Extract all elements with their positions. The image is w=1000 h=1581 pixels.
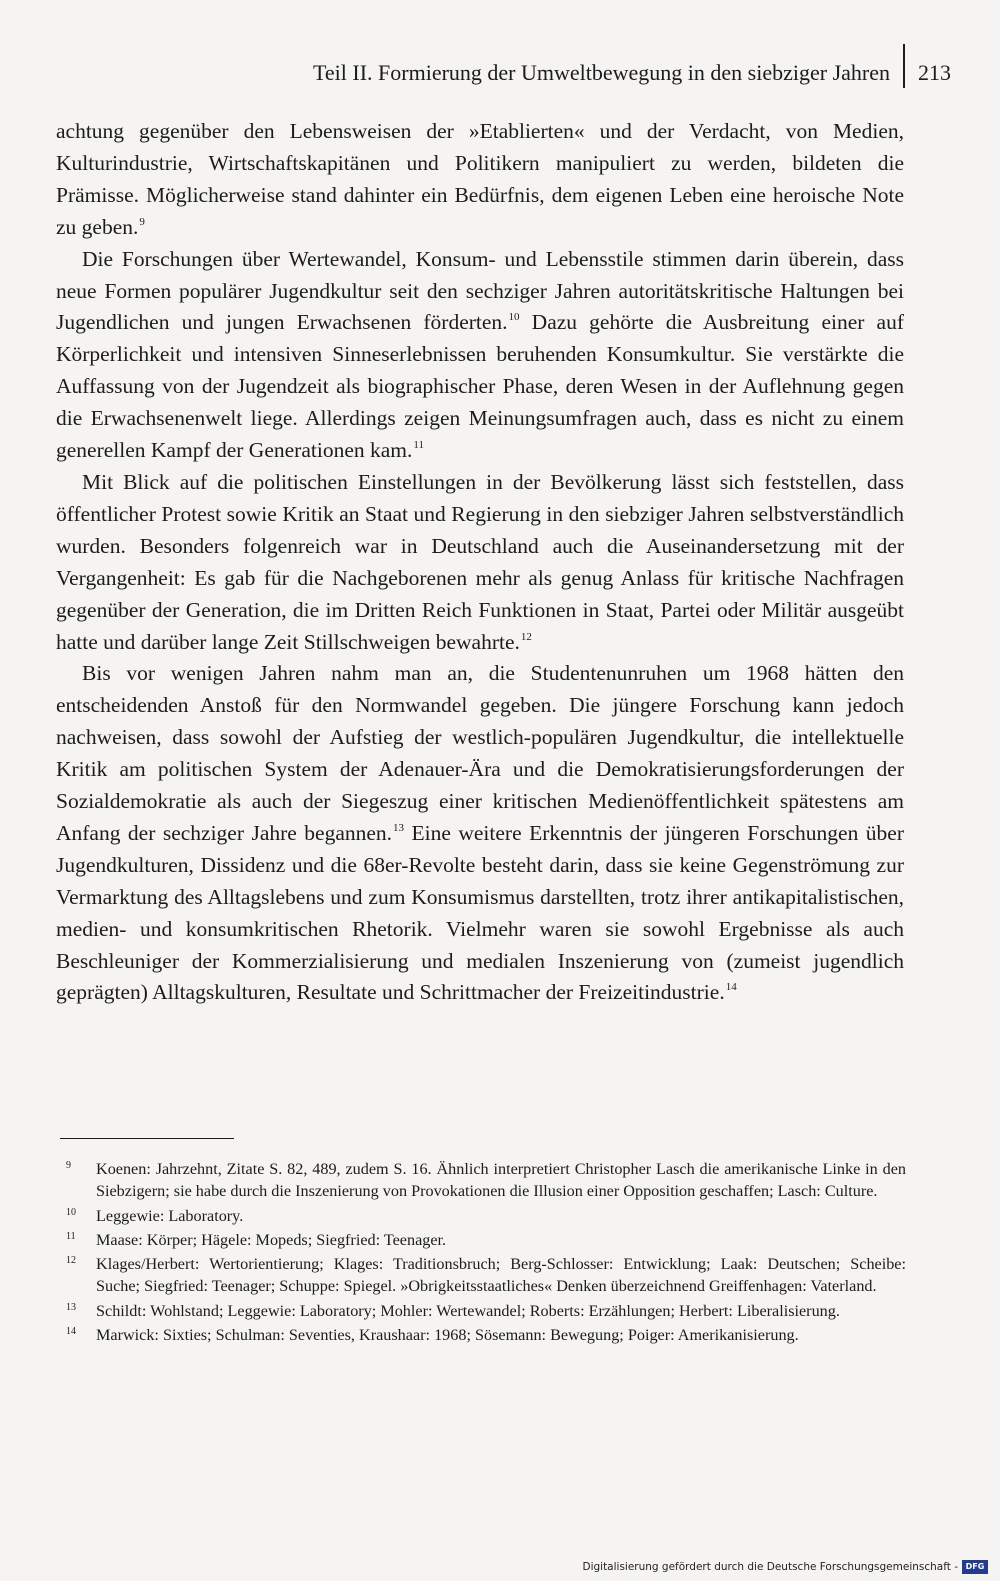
footnote-text: Koenen: Jahrzehnt, Zitate S. 82, 489, zudem S. 16. Ähnlich interpretiert Christopher Lasch die amerikanische Linke in den Siebzigern; sie habe durch die Inszenierung von Provokationen die Illusion einer Opposition geschaffen; Lasch: Culture. xyxy=(96,1160,906,1201)
paragraph-text: Eine weitere Erkenntnis der jüngeren Forschungen über Jugendkulturen, Dissidenz und die 68er-Revolte besteht darin, dass sie keine Gegenströmung zur Vermarktung des Alltagslebens und zum Konsumismus darstellten, trotz ihrer antikapitalistischen, medien- und konsumkritischen Rhetorik. Vielmehr waren sie sowohl Ergebnisse als auch Beschleuniger der Kommerzialisierung und medialen Inszenierung von (zumeist jugendlich geprägten) Alltagskulturen, Resultate und Schrittmacher der Freizeitindustrie. xyxy=(56,820,904,1005)
footnote-text: Maase: Körper; Hägele: Mopeds; Siegfried: Teenager. xyxy=(96,1230,447,1249)
header-divider xyxy=(903,44,905,88)
footnote-ref-11[interactable]: 11 xyxy=(413,439,424,452)
digitization-credit xyxy=(582,1559,988,1575)
page-number: 213 xyxy=(918,60,951,85)
footnote-9 xyxy=(60,1158,906,1203)
footnote-text: Leggewie: Laboratory. xyxy=(96,1206,244,1225)
footnote-ref-12[interactable]: 12 xyxy=(520,630,532,643)
paragraph-text: achtung gegenüber den Lebensweisen der »Etablierten« und der Verdacht, von Medien, Kulturindustrie, Wirtschaftskapitänen und Politikern manipuliert zu werden, bildeten die Prämisse. Möglicherweise stand dahinter ein Bedürfnis, dem eigenen Leben eine heroische Note zu geben. xyxy=(56,119,904,239)
paragraph-1 xyxy=(56,116,904,244)
footnote-text: Marwick: Sixties; Schulman: Seventies, Kraushaar: 1968; Sösemann: Bewegung; Poiger: Amerikanisierung. xyxy=(96,1326,799,1345)
footnote-number: 12 xyxy=(66,1255,76,1267)
footnote-ref-10[interactable]: 10 xyxy=(508,311,520,324)
footnote-number: 11 xyxy=(66,1230,76,1242)
main-text xyxy=(56,116,904,1009)
footnote-11 xyxy=(60,1229,906,1251)
running-header xyxy=(0,56,1000,90)
footnote-14 xyxy=(60,1324,906,1346)
paragraph-text: Die Forschungen über Wertewandel, Konsum- und Lebensstile stimmen darin überein, dass neue Formen populärer Jugendkultur seit den sechziger Jahren autoritätskritische Haltungen bei Jugendlichen und jungen Erwachsenen förderten. xyxy=(56,246,904,335)
footnote-number: 13 xyxy=(66,1301,76,1313)
paragraph-2 xyxy=(56,244,904,467)
footnote-12 xyxy=(60,1253,906,1298)
footnotes xyxy=(60,1158,906,1348)
footnote-ref-14[interactable]: 14 xyxy=(725,981,737,994)
running-header-title: Teil II. Formierung der Umweltbewegung in den siebziger Jahren xyxy=(312,60,890,85)
footnote-number: 14 xyxy=(66,1326,76,1338)
paragraph-text: Mit Blick auf die politischen Einstellungen in der Bevölkerung lässt sich feststellen, dass öffentlicher Protest sowie Kritik an Staat und Regierung in den siebziger Jahren selbstverständlich wurden. Besonders folgenreich war in Deutschland auch die Auseinandersetzung mit der Vergangenheit: Es gab für die Nachgeborenen mehr als genug Anlass für kritische Nachfragen gegenüber der Generation, die im Dritten Reich Funktionen in Staat, Partei oder Militär ausgeübt hatte und darüber lange Zeit Stillschweigen bewahrte. xyxy=(56,469,904,654)
paragraph-text: Bis vor wenigen Jahren nahm man an, die Studentenunruhen um 1968 hätten den entscheidenden Anstoß für den Normwandel gegeben. Die jüngere Forschung kann jedoch nachweisen, dass sowohl der Aufstieg der westlich-populären Jugendkultur, die intellektuelle Kritik am politischen System der Adenauer-Ära und die Demokratisierungsforderungen der Sozialdemokratie als auch der Siegeszug einer kritischen Medienöffentlichkeit spätestens am Anfang der sechziger Jahre begannen. xyxy=(56,661,904,845)
footnote-text: Schildt: Wohlstand; Leggewie: Laboratory; Mohler: Wertewandel; Roberts: Erzählungen; Herbert: Liberalisierung. xyxy=(96,1301,840,1320)
footnote-number: 10 xyxy=(66,1206,76,1218)
footnote-ref-9[interactable]: 9 xyxy=(139,215,145,228)
paragraph-3 xyxy=(56,467,904,658)
footnote-text: Klages/Herbert: Wertorientierung; Klages: Traditionsbruch; Berg-Schlosser: Entwicklung; Laak: Deutschen; Scheibe: Suche; Siegfried: Teenager; Schuppe: Spiegel. »Obrigkeitsstaatliches« Denken überzeichnend Greiffenhagen: Vaterland. xyxy=(96,1255,906,1296)
dfg-logo: DFG xyxy=(962,1560,988,1574)
credit-text: Digitalisierung gefördert durch die Deutsche Forschungsgemeinschaft - xyxy=(582,1561,958,1573)
footnote-divider xyxy=(60,1138,234,1139)
paragraph-4 xyxy=(56,658,904,1009)
footnote-number: 9 xyxy=(66,1160,71,1171)
paragraph-text: Dazu gehörte die Ausbreitung einer auf Körperlichkeit und intensiven Sinneserlebnissen beruhenden Konsumkultur. Sie verstärkte die Auffassung von der Jugendzeit als biographischer Phase, deren Wesen in der Auflehnung gegen die Erwachsenenwelt liege. Allerdings zeigen Meinungsumfragen auch, dass es nicht zu einem generellen Kampf der Generationen kam. xyxy=(56,310,905,463)
footnote-13 xyxy=(60,1300,906,1322)
footnote-ref-13[interactable]: 13 xyxy=(393,821,405,834)
footnote-10 xyxy=(60,1205,906,1227)
